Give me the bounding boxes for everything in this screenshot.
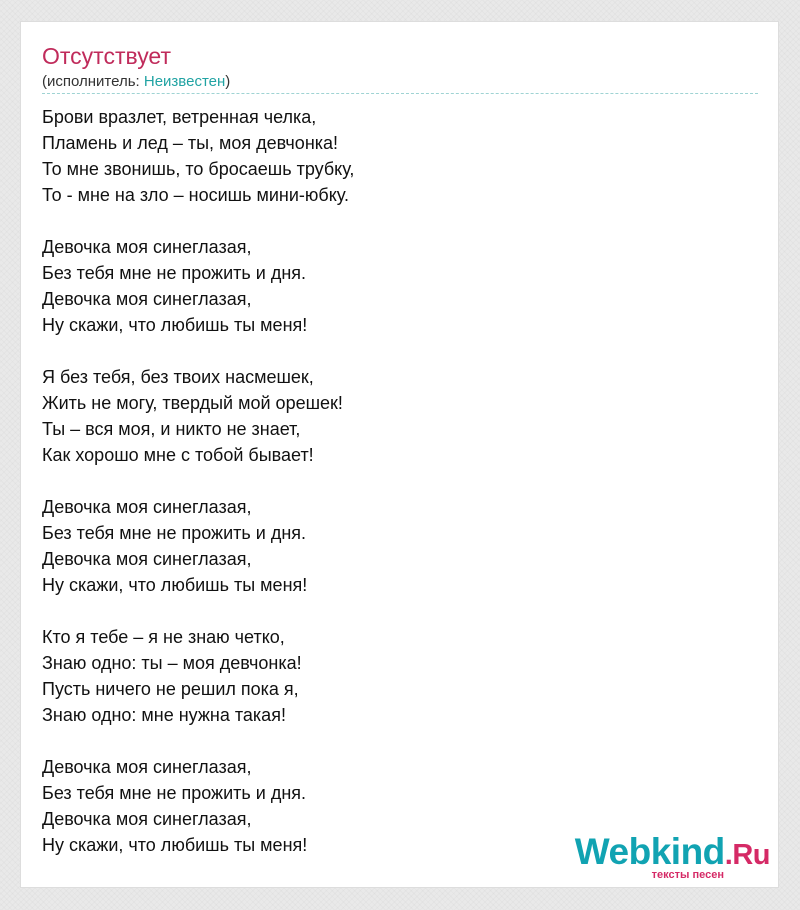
lyrics-line: Девочка моя синеглазая, xyxy=(42,237,252,257)
lyrics-line: Девочка моя синеглазая, xyxy=(42,549,252,569)
artist-prefix: (исполнитель: xyxy=(42,73,144,90)
lyrics-line: Я без тебя, без твоих насмешек, xyxy=(42,367,314,387)
lyrics-line: Девочка моя синеглазая, xyxy=(42,809,252,829)
lyrics-line: Как хорошо мне с тобой бывает! xyxy=(42,445,314,465)
lyrics-line: Пусть ничего не решил пока я, xyxy=(42,679,299,699)
lyrics-line: Девочка моя синеглазая, xyxy=(42,497,252,517)
lyrics-line: Ну скажи, что любишь ты меня! xyxy=(42,835,308,855)
lyrics-line: Девочка моя синеглазая, xyxy=(42,757,252,777)
lyrics-stanza xyxy=(42,234,742,338)
lyrics-line: Ну скажи, что любишь ты меня! xyxy=(42,315,308,335)
lyrics-stanza xyxy=(42,364,742,468)
lyrics-line: Без тебя мне не прожить и дня. xyxy=(42,523,307,543)
lyrics-text xyxy=(42,104,742,858)
logo-main-text: Webkind xyxy=(574,831,725,872)
divider xyxy=(42,93,758,94)
lyrics-line: То мне звонишь, то бросаешь трубку, xyxy=(42,159,355,179)
logo-tagline: тексты песен xyxy=(651,869,724,881)
lyrics-line: То - мне на зло – носишь мини-юбку. xyxy=(42,185,349,205)
lyrics-stanza xyxy=(42,624,742,728)
lyrics-line: Знаю одно: ты – моя девчонка! xyxy=(42,653,302,673)
lyrics-line: Знаю одно: мне нужна такая! xyxy=(42,705,286,725)
lyrics-line: Кто я тебе – я не знаю четко, xyxy=(42,627,285,647)
lyrics-line: Без тебя мне не прожить и дня. xyxy=(42,263,307,283)
lyrics-stanza xyxy=(42,104,742,208)
song-title: Отсутствует xyxy=(42,43,171,69)
artist-suffix: ) xyxy=(225,73,231,90)
lyrics-line: Жить не могу, твердый мой орешек! xyxy=(42,393,343,413)
lyrics-line: Ты – вся моя, и никто не знает, xyxy=(42,419,301,439)
logo-domain-text: .Ru xyxy=(724,839,770,871)
lyrics-line: Без тебя мне не прожить и дня. xyxy=(42,783,307,803)
lyrics-line: Брови вразлет, ветренная челка, xyxy=(42,107,317,127)
lyrics-line: Девочка моя синеглазая, xyxy=(42,289,252,309)
lyrics-card xyxy=(21,22,778,887)
artist-link[interactable]: Неизвестен xyxy=(143,73,226,90)
lyrics-stanza xyxy=(42,494,742,598)
artist-line xyxy=(42,72,230,92)
lyrics-line: Пламень и лед – ты, моя девчонка! xyxy=(42,133,339,153)
lyrics-line: Ну скажи, что любишь ты меня! xyxy=(42,575,308,595)
site-logo[interactable] xyxy=(570,832,770,882)
